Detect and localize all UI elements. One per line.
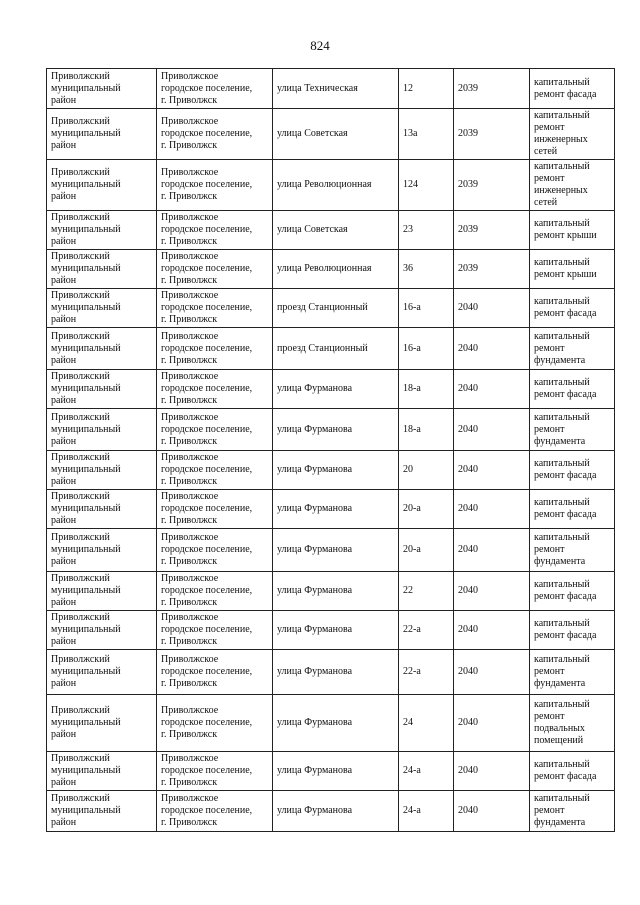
year-cell: 2040 bbox=[454, 490, 530, 529]
work-type-cell bbox=[530, 490, 615, 529]
work-type-cell-line: ремонт фасада bbox=[534, 308, 597, 319]
settlement-cell-line: Приволжское bbox=[161, 212, 219, 223]
district-cell-line: Приволжский bbox=[51, 491, 110, 502]
house-number-cell: 12 bbox=[399, 69, 454, 109]
settlement-cell bbox=[157, 611, 273, 650]
year-cell: 2040 bbox=[454, 370, 530, 409]
district-cell-line: район bbox=[51, 354, 77, 366]
work-type-cell-line: капитальный bbox=[534, 330, 590, 342]
district-cell-line: муниципальный bbox=[51, 765, 121, 776]
work-type-cell-line: капитальный bbox=[534, 759, 590, 770]
district-cell-line: муниципальный bbox=[51, 263, 121, 274]
district-cell bbox=[47, 160, 157, 211]
district-cell-line: Приволжский bbox=[51, 753, 110, 764]
work-type-cell bbox=[530, 160, 615, 211]
settlement-cell-line: городское поселение, bbox=[161, 464, 253, 475]
settlement-cell-line: городское поселение, bbox=[161, 82, 253, 94]
table-row bbox=[47, 451, 615, 490]
district-cell-line: муниципальный bbox=[51, 544, 121, 555]
settlement-cell bbox=[157, 791, 273, 832]
work-type-cell-line: капитальный bbox=[534, 296, 590, 307]
work-type-cell bbox=[530, 328, 615, 370]
district-cell bbox=[47, 409, 157, 451]
work-type-cell-line: ремонт фасада bbox=[534, 509, 597, 520]
work-type-cell-line: ремонт bbox=[534, 173, 565, 184]
district-cell bbox=[47, 572, 157, 611]
year-cell: 2040 bbox=[454, 409, 530, 451]
house-number-cell: 16-а bbox=[399, 328, 454, 370]
district-cell-line: Приволжский bbox=[51, 452, 110, 463]
district-cell bbox=[47, 490, 157, 529]
district-cell-line: район bbox=[51, 191, 77, 202]
work-type-cell-line: капитальный bbox=[534, 532, 590, 543]
work-type-cell-line: помещений bbox=[534, 735, 584, 746]
settlement-cell-line: г. Приволжск bbox=[161, 515, 218, 526]
work-type-cell-line: фундамента bbox=[534, 435, 586, 447]
settlement-cell-line: г. Приволжск bbox=[161, 314, 218, 325]
work-type-cell-line: капитальный bbox=[534, 257, 590, 268]
street-cell: улица Фурманова bbox=[273, 572, 399, 611]
district-cell bbox=[47, 328, 157, 370]
work-type-cell-line: ремонт фасада bbox=[534, 389, 597, 400]
settlement-cell bbox=[157, 695, 273, 752]
house-number-cell: 23 bbox=[399, 211, 454, 250]
house-number-cell: 22-а bbox=[399, 650, 454, 695]
settlement-cell-line: Приволжское bbox=[161, 705, 219, 716]
table-row bbox=[47, 490, 615, 529]
work-type-cell-line: капитальный bbox=[534, 579, 590, 590]
district-cell-line: район bbox=[51, 94, 77, 106]
settlement-cell-line: Приволжское bbox=[161, 167, 219, 178]
work-type-cell bbox=[530, 650, 615, 695]
work-type-cell-line: сетей bbox=[534, 197, 558, 208]
district-cell-line: Приволжский bbox=[51, 212, 110, 223]
district-cell-line: район bbox=[51, 729, 77, 740]
work-type-cell-line: ремонт крыши bbox=[534, 269, 597, 280]
settlement-cell bbox=[157, 250, 273, 289]
work-type-cell-line: фундамента bbox=[534, 678, 586, 689]
year-cell: 2040 bbox=[454, 611, 530, 650]
work-type-cell-line: инженерных bbox=[534, 134, 588, 145]
settlement-cell-line: г. Приволжск bbox=[161, 556, 218, 567]
settlement-cell-line: Приволжское bbox=[161, 116, 219, 127]
work-type-cell-line: сетей bbox=[534, 146, 558, 157]
settlement-cell-line: городское поселение, bbox=[161, 765, 253, 776]
district-cell bbox=[47, 109, 157, 160]
settlement-cell-line: городское поселение, bbox=[161, 179, 253, 190]
district-cell-line: Приволжский bbox=[51, 654, 110, 665]
district-cell-line: Приволжский bbox=[51, 612, 110, 623]
district-cell-line: муниципальный bbox=[51, 302, 121, 313]
settlement-cell-line: г. Приволжск bbox=[161, 140, 218, 151]
work-type-cell-line: ремонт bbox=[534, 544, 565, 555]
district-cell bbox=[47, 289, 157, 328]
settlement-cell bbox=[157, 370, 273, 409]
house-number-cell: 24-а bbox=[399, 791, 454, 832]
house-number-cell: 24 bbox=[399, 695, 454, 752]
street-cell: проезд Станционный bbox=[273, 328, 399, 370]
settlement-cell-line: Приволжское bbox=[161, 371, 219, 382]
settlement-cell bbox=[157, 211, 273, 250]
work-type-cell-line: ремонт фасада bbox=[534, 591, 597, 602]
street-cell: улица Советская bbox=[273, 109, 399, 160]
year-cell: 2040 bbox=[454, 695, 530, 752]
settlement-cell-line: г. Приволжск bbox=[161, 435, 218, 447]
settlement-cell-line: Приволжское bbox=[161, 411, 219, 423]
district-cell bbox=[47, 529, 157, 572]
district-cell-line: муниципальный bbox=[51, 464, 121, 475]
table-row bbox=[47, 211, 615, 250]
district-cell bbox=[47, 451, 157, 490]
settlement-cell-line: Приволжское bbox=[161, 532, 219, 543]
settlement-cell-line: Приволжское bbox=[161, 612, 219, 623]
settlement-cell-line: городское поселение, bbox=[161, 666, 253, 677]
table-row bbox=[47, 695, 615, 752]
year-cell: 2039 bbox=[454, 109, 530, 160]
district-cell-line: Приволжский bbox=[51, 251, 110, 262]
settlement-cell-line: городское поселение, bbox=[161, 544, 253, 555]
district-cell-line: муниципальный bbox=[51, 503, 121, 514]
settlement-cell-line: городское поселение, bbox=[161, 128, 253, 139]
work-type-cell-line: ремонт bbox=[534, 805, 565, 816]
work-type-cell-line: ремонт крыши bbox=[534, 230, 597, 241]
street-cell: улица Фурманова bbox=[273, 791, 399, 832]
district-cell-line: Приволжский bbox=[51, 290, 110, 301]
house-number-cell: 20-а bbox=[399, 529, 454, 572]
settlement-cell-line: г. Приволжск bbox=[161, 191, 218, 202]
year-cell: 2040 bbox=[454, 451, 530, 490]
table-row bbox=[47, 611, 615, 650]
district-cell-line: Приволжский bbox=[51, 532, 110, 543]
work-type-cell-line: капитальный bbox=[534, 411, 590, 423]
settlement-cell bbox=[157, 490, 273, 529]
settlement-cell bbox=[157, 409, 273, 451]
settlement-cell-line: городское поселение, bbox=[161, 263, 253, 274]
settlement-cell-line: Приволжское bbox=[161, 793, 219, 804]
settlement-cell-line: г. Приволжск bbox=[161, 777, 218, 788]
work-type-cell-line: ремонт фасада bbox=[534, 88, 597, 100]
work-type-cell-line: ремонт bbox=[534, 711, 565, 722]
settlement-cell-line: г. Приволжск bbox=[161, 817, 218, 828]
table-row bbox=[47, 791, 615, 832]
district-cell bbox=[47, 69, 157, 109]
district-cell-line: Приволжский bbox=[51, 793, 110, 804]
district-cell-line: Приволжский bbox=[51, 70, 110, 82]
street-cell: улица Революционная bbox=[273, 160, 399, 211]
district-cell-line: Приволжский bbox=[51, 371, 110, 382]
street-cell: улица Фурманова bbox=[273, 370, 399, 409]
work-type-cell-line: ремонт фасада bbox=[534, 630, 597, 641]
work-type-cell-line: капитальный bbox=[534, 654, 590, 665]
settlement-cell bbox=[157, 529, 273, 572]
district-cell-line: Приволжский bbox=[51, 167, 110, 178]
work-type-cell bbox=[530, 211, 615, 250]
settlement-cell-line: Приволжское bbox=[161, 654, 219, 665]
year-cell: 2039 bbox=[454, 160, 530, 211]
house-number-cell: 18-а bbox=[399, 409, 454, 451]
street-cell: улица Советская bbox=[273, 211, 399, 250]
district-cell-line: муниципальный bbox=[51, 585, 121, 596]
settlement-cell-line: г. Приволжск bbox=[161, 636, 218, 647]
district-cell bbox=[47, 791, 157, 832]
district-cell-line: район bbox=[51, 236, 77, 247]
year-cell: 2040 bbox=[454, 572, 530, 611]
settlement-cell-line: городское поселение, bbox=[161, 423, 253, 435]
work-type-cell bbox=[530, 109, 615, 160]
year-cell: 2039 bbox=[454, 211, 530, 250]
district-cell-line: муниципальный bbox=[51, 383, 121, 394]
work-type-cell bbox=[530, 409, 615, 451]
settlement-cell-line: г. Приволжск bbox=[161, 236, 218, 247]
table-row bbox=[47, 250, 615, 289]
district-cell bbox=[47, 370, 157, 409]
district-cell bbox=[47, 650, 157, 695]
district-cell-line: район bbox=[51, 556, 77, 567]
house-number-cell: 13а bbox=[399, 109, 454, 160]
street-cell: улица Фурманова bbox=[273, 490, 399, 529]
table-body bbox=[47, 69, 615, 832]
district-cell bbox=[47, 695, 157, 752]
work-type-cell-line: капитальный bbox=[534, 377, 590, 388]
settlement-cell bbox=[157, 69, 273, 109]
house-number-cell: 16-а bbox=[399, 289, 454, 328]
table-row bbox=[47, 650, 615, 695]
work-type-cell-line: ремонт bbox=[534, 342, 565, 354]
district-cell-line: Приволжский bbox=[51, 330, 110, 342]
year-cell: 2040 bbox=[454, 791, 530, 832]
work-type-cell-line: капитальный bbox=[534, 699, 590, 710]
year-cell: 2040 bbox=[454, 752, 530, 791]
table-row bbox=[47, 328, 615, 370]
street-cell: улица Фурманова bbox=[273, 650, 399, 695]
district-cell-line: муниципальный bbox=[51, 179, 121, 190]
house-number-cell: 20-а bbox=[399, 490, 454, 529]
street-cell: улица Фурманова bbox=[273, 529, 399, 572]
settlement-cell-line: городское поселение, bbox=[161, 503, 253, 514]
settlement-cell-line: г. Приволжск bbox=[161, 476, 218, 487]
table-row bbox=[47, 572, 615, 611]
work-type-cell-line: капитальный bbox=[534, 458, 590, 469]
district-cell-line: Приволжский bbox=[51, 705, 110, 716]
house-number-cell: 22-а bbox=[399, 611, 454, 650]
year-cell: 2039 bbox=[454, 250, 530, 289]
work-type-cell bbox=[530, 791, 615, 832]
work-type-cell bbox=[530, 572, 615, 611]
work-type-cell bbox=[530, 695, 615, 752]
house-number-cell: 124 bbox=[399, 160, 454, 211]
district-cell-line: муниципальный bbox=[51, 82, 121, 94]
street-cell: улица Фурманова bbox=[273, 451, 399, 490]
settlement-cell bbox=[157, 160, 273, 211]
district-cell-line: муниципальный bbox=[51, 624, 121, 635]
settlement-cell-line: городское поселение, bbox=[161, 383, 253, 394]
repair-schedule-table bbox=[46, 68, 615, 832]
work-type-cell-line: капитальный bbox=[534, 793, 590, 804]
work-type-cell bbox=[530, 370, 615, 409]
settlement-cell-line: городское поселение, bbox=[161, 624, 253, 635]
settlement-cell-line: г. Приволжск bbox=[161, 729, 218, 740]
work-type-cell-line: ремонт bbox=[534, 666, 565, 677]
work-type-cell bbox=[530, 752, 615, 791]
street-cell: улица Фурманова bbox=[273, 752, 399, 791]
settlement-cell bbox=[157, 572, 273, 611]
settlement-cell-line: Приволжское bbox=[161, 70, 219, 82]
year-cell: 2040 bbox=[454, 328, 530, 370]
work-type-cell bbox=[530, 451, 615, 490]
district-cell-line: муниципальный bbox=[51, 805, 121, 816]
year-cell: 2039 bbox=[454, 69, 530, 109]
district-cell-line: район bbox=[51, 636, 77, 647]
district-cell-line: муниципальный bbox=[51, 224, 121, 235]
work-type-cell bbox=[530, 529, 615, 572]
table-row bbox=[47, 69, 615, 109]
settlement-cell bbox=[157, 650, 273, 695]
district-cell-line: муниципальный bbox=[51, 666, 121, 677]
work-type-cell bbox=[530, 611, 615, 650]
district-cell-line: Приволжский bbox=[51, 116, 110, 127]
district-cell-line: муниципальный bbox=[51, 717, 121, 728]
settlement-cell-line: городское поселение, bbox=[161, 717, 253, 728]
settlement-cell bbox=[157, 752, 273, 791]
house-number-cell: 20 bbox=[399, 451, 454, 490]
district-cell-line: район bbox=[51, 515, 77, 526]
year-cell: 2040 bbox=[454, 650, 530, 695]
year-cell: 2040 bbox=[454, 529, 530, 572]
house-number-cell: 18-а bbox=[399, 370, 454, 409]
work-type-cell-line: капитальный bbox=[534, 110, 590, 121]
table-row bbox=[47, 752, 615, 791]
district-cell-line: муниципальный bbox=[51, 342, 121, 354]
district-cell-line: район bbox=[51, 314, 77, 325]
district-cell-line: Приволжский bbox=[51, 573, 110, 584]
settlement-cell bbox=[157, 289, 273, 328]
work-type-cell-line: капитальный bbox=[534, 497, 590, 508]
work-type-cell-line: фундамента bbox=[534, 817, 586, 828]
work-type-cell bbox=[530, 69, 615, 109]
district-cell bbox=[47, 611, 157, 650]
settlement-cell-line: г. Приволжск bbox=[161, 94, 218, 106]
house-number-cell: 24-а bbox=[399, 752, 454, 791]
district-cell bbox=[47, 250, 157, 289]
district-cell-line: муниципальный bbox=[51, 128, 121, 139]
street-cell: улица Революционная bbox=[273, 250, 399, 289]
year-cell: 2040 bbox=[454, 289, 530, 328]
district-cell-line: район bbox=[51, 275, 77, 286]
work-type-cell-line: капитальный bbox=[534, 161, 590, 172]
table-row bbox=[47, 409, 615, 451]
settlement-cell-line: Приволжское bbox=[161, 330, 219, 342]
work-type-cell-line: ремонт фасада bbox=[534, 771, 597, 782]
work-type-cell-line: фундамента bbox=[534, 354, 586, 366]
district-cell-line: район bbox=[51, 395, 77, 406]
street-cell: улица Фурманова bbox=[273, 695, 399, 752]
district-cell-line: район bbox=[51, 476, 77, 487]
settlement-cell bbox=[157, 451, 273, 490]
district-cell-line: район bbox=[51, 140, 77, 151]
settlement-cell-line: г. Приволжск bbox=[161, 275, 218, 286]
district-cell bbox=[47, 211, 157, 250]
table-row bbox=[47, 289, 615, 328]
settlement-cell-line: Приволжское bbox=[161, 251, 219, 262]
work-type-cell-line: капитальный bbox=[534, 618, 590, 629]
district-cell-line: район bbox=[51, 777, 77, 788]
settlement-cell bbox=[157, 328, 273, 370]
settlement-cell-line: городское поселение, bbox=[161, 585, 253, 596]
settlement-cell bbox=[157, 109, 273, 160]
settlement-cell-line: г. Приволжск bbox=[161, 597, 218, 608]
house-number-cell: 22 bbox=[399, 572, 454, 611]
table-row bbox=[47, 529, 615, 572]
work-type-cell-line: ремонт фасада bbox=[534, 470, 597, 481]
settlement-cell-line: Приволжское bbox=[161, 452, 219, 463]
settlement-cell-line: городское поселение, bbox=[161, 224, 253, 235]
work-type-cell bbox=[530, 289, 615, 328]
district-cell bbox=[47, 752, 157, 791]
table-row bbox=[47, 370, 615, 409]
work-type-cell-line: подвальных bbox=[534, 723, 585, 734]
street-cell: улица Фурманова bbox=[273, 611, 399, 650]
settlement-cell-line: г. Приволжск bbox=[161, 354, 218, 366]
district-cell-line: Приволжский bbox=[51, 411, 110, 423]
settlement-cell-line: Приволжское bbox=[161, 290, 219, 301]
street-cell: улица Фурманова bbox=[273, 409, 399, 451]
settlement-cell-line: Приволжское bbox=[161, 573, 219, 584]
work-type-cell-line: капитальный bbox=[534, 76, 590, 88]
settlement-cell-line: городское поселение, bbox=[161, 302, 253, 313]
table-row bbox=[47, 109, 615, 160]
street-cell: проезд Станционный bbox=[273, 289, 399, 328]
street-cell: улица Техническая bbox=[273, 69, 399, 109]
work-type-cell-line: ремонт bbox=[534, 122, 565, 133]
district-cell-line: район bbox=[51, 435, 77, 447]
work-type-cell-line: фундамента bbox=[534, 556, 586, 567]
work-type-cell-line: капитальный bbox=[534, 218, 590, 229]
table-row bbox=[47, 160, 615, 211]
page-number: 824 bbox=[310, 38, 330, 53]
district-cell-line: муниципальный bbox=[51, 423, 121, 435]
district-cell-line: район bbox=[51, 678, 77, 689]
settlement-cell-line: Приволжское bbox=[161, 491, 219, 502]
work-type-cell-line: инженерных bbox=[534, 185, 588, 196]
settlement-cell-line: городское поселение, bbox=[161, 342, 253, 354]
work-type-cell bbox=[530, 250, 615, 289]
settlement-cell-line: городское поселение, bbox=[161, 805, 253, 816]
district-cell-line: район bbox=[51, 817, 77, 828]
house-number-cell: 36 bbox=[399, 250, 454, 289]
settlement-cell-line: г. Приволжск bbox=[161, 395, 218, 406]
work-type-cell-line: ремонт bbox=[534, 423, 565, 435]
settlement-cell-line: г. Приволжск bbox=[161, 678, 218, 689]
settlement-cell-line: Приволжское bbox=[161, 753, 219, 764]
district-cell-line: район bbox=[51, 597, 77, 608]
